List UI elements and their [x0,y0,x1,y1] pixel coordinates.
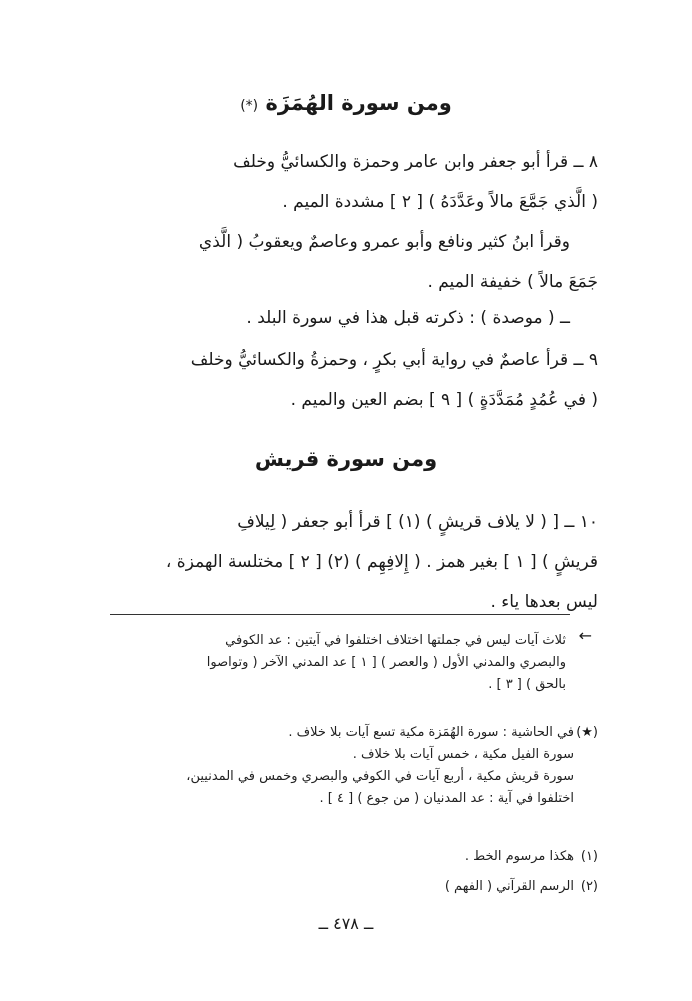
footnote-1 [96,846,574,868]
footnote-label-2: (٢) [580,879,598,894]
footnote-2 [96,876,574,898]
footnote-continued [96,630,566,696]
section-heading-humaza [0,88,692,121]
paragraph-mawsada [96,298,598,338]
heading-text: ومن سورة قريش [254,447,438,471]
heading-text: ومن سورة الهُمَزَة [265,91,452,115]
text-line: ٩ ــ قرأ عاصمٌ في رواية أبي بكرٍ ، وحمزةُ والكسائيُّ وخلف [190,350,598,370]
footnote-label-star: (★) [576,725,598,740]
footnote-line: سورة قريش مكية ، أربع آيات في الكوفي والبصري وخمس في المدنيين، [186,769,574,784]
footnote-line: الرسم القرآني ( الفهم ) [444,879,574,894]
footnote-line: اختلفوا في آية : عد المدنيان ( من جوع ) [ ٤ ] . [319,791,574,806]
footnote-line: سورة الفيل مكية ، خمس آيات بلا خلاف . [352,747,574,762]
footnote-label-1: (١) [580,849,598,864]
text-line: وقرأ ابنُ كثير ونافع وأبو عمرو وعاصمٌ ويعقوبُ ( الَّذي [198,232,570,252]
paragraph-9 [96,340,598,420]
arrow-left-icon: ← [578,626,592,645]
paragraph-8 [96,142,598,222]
text-line: قريشٍ ) [ ١ ] بغير همز . ( إِلافِهِم ) (٢) [ ٢ ] مختلسة الهمزة ، [165,552,598,572]
footnote-divider [110,614,570,615]
footnote-marker: (*) [240,98,259,114]
paragraph-8-continued [96,222,598,302]
footnote-line: والبصري والمدني الأول ( والعصر ) [ ١ ] عد المدني الآخر ( وتواصوا [206,655,566,670]
text-line: ٨ ــ قرأ أبو جعفر وابن عامر وحمزة والكسائيُّ وخلف [233,152,598,172]
paragraph-10 [96,502,598,622]
footnote-line: ثلاث آيات ليس في جملتها اختلاف اختلفوا في آيتين : عد الكوفي [225,633,566,648]
footnote-line: بالحق ) [ ٣ ] . [488,677,566,692]
footnote-star [96,722,574,810]
text-line: ( الَّذي جَمَّعَ مالاً وعَدَّدَهُ ) [ ٢ ] مشددة الميم . [282,192,598,212]
text-line: ١٠ ــ [ ( لا يلاف قريشٍ ) (١) ] قرأ أبو جعفر ( لِيلافِ [237,512,598,532]
text-line: ( في عُمُدٍ مُمَدَّدَةٍ ) [ ٩ ] بضم العين والميم . [290,390,598,410]
footnote-line: هكذا مرسوم الخط . [464,849,574,864]
section-heading-quraysh [0,444,692,474]
text-line: ــ ( موصدة ) : ذكرته قبل هذا في سورة البلد . [246,308,570,328]
text-line: جَمَعَ مالاً ) خفيفة الميم . [427,272,598,292]
page-number: ــ ٤٧٨ ــ [318,914,374,933]
text-line: ليس بعدها ياء . [490,592,598,612]
footnote-line: في الحاشية : سورة الهُمَزة مكية تسع آيات بلا خلاف . [288,725,574,740]
